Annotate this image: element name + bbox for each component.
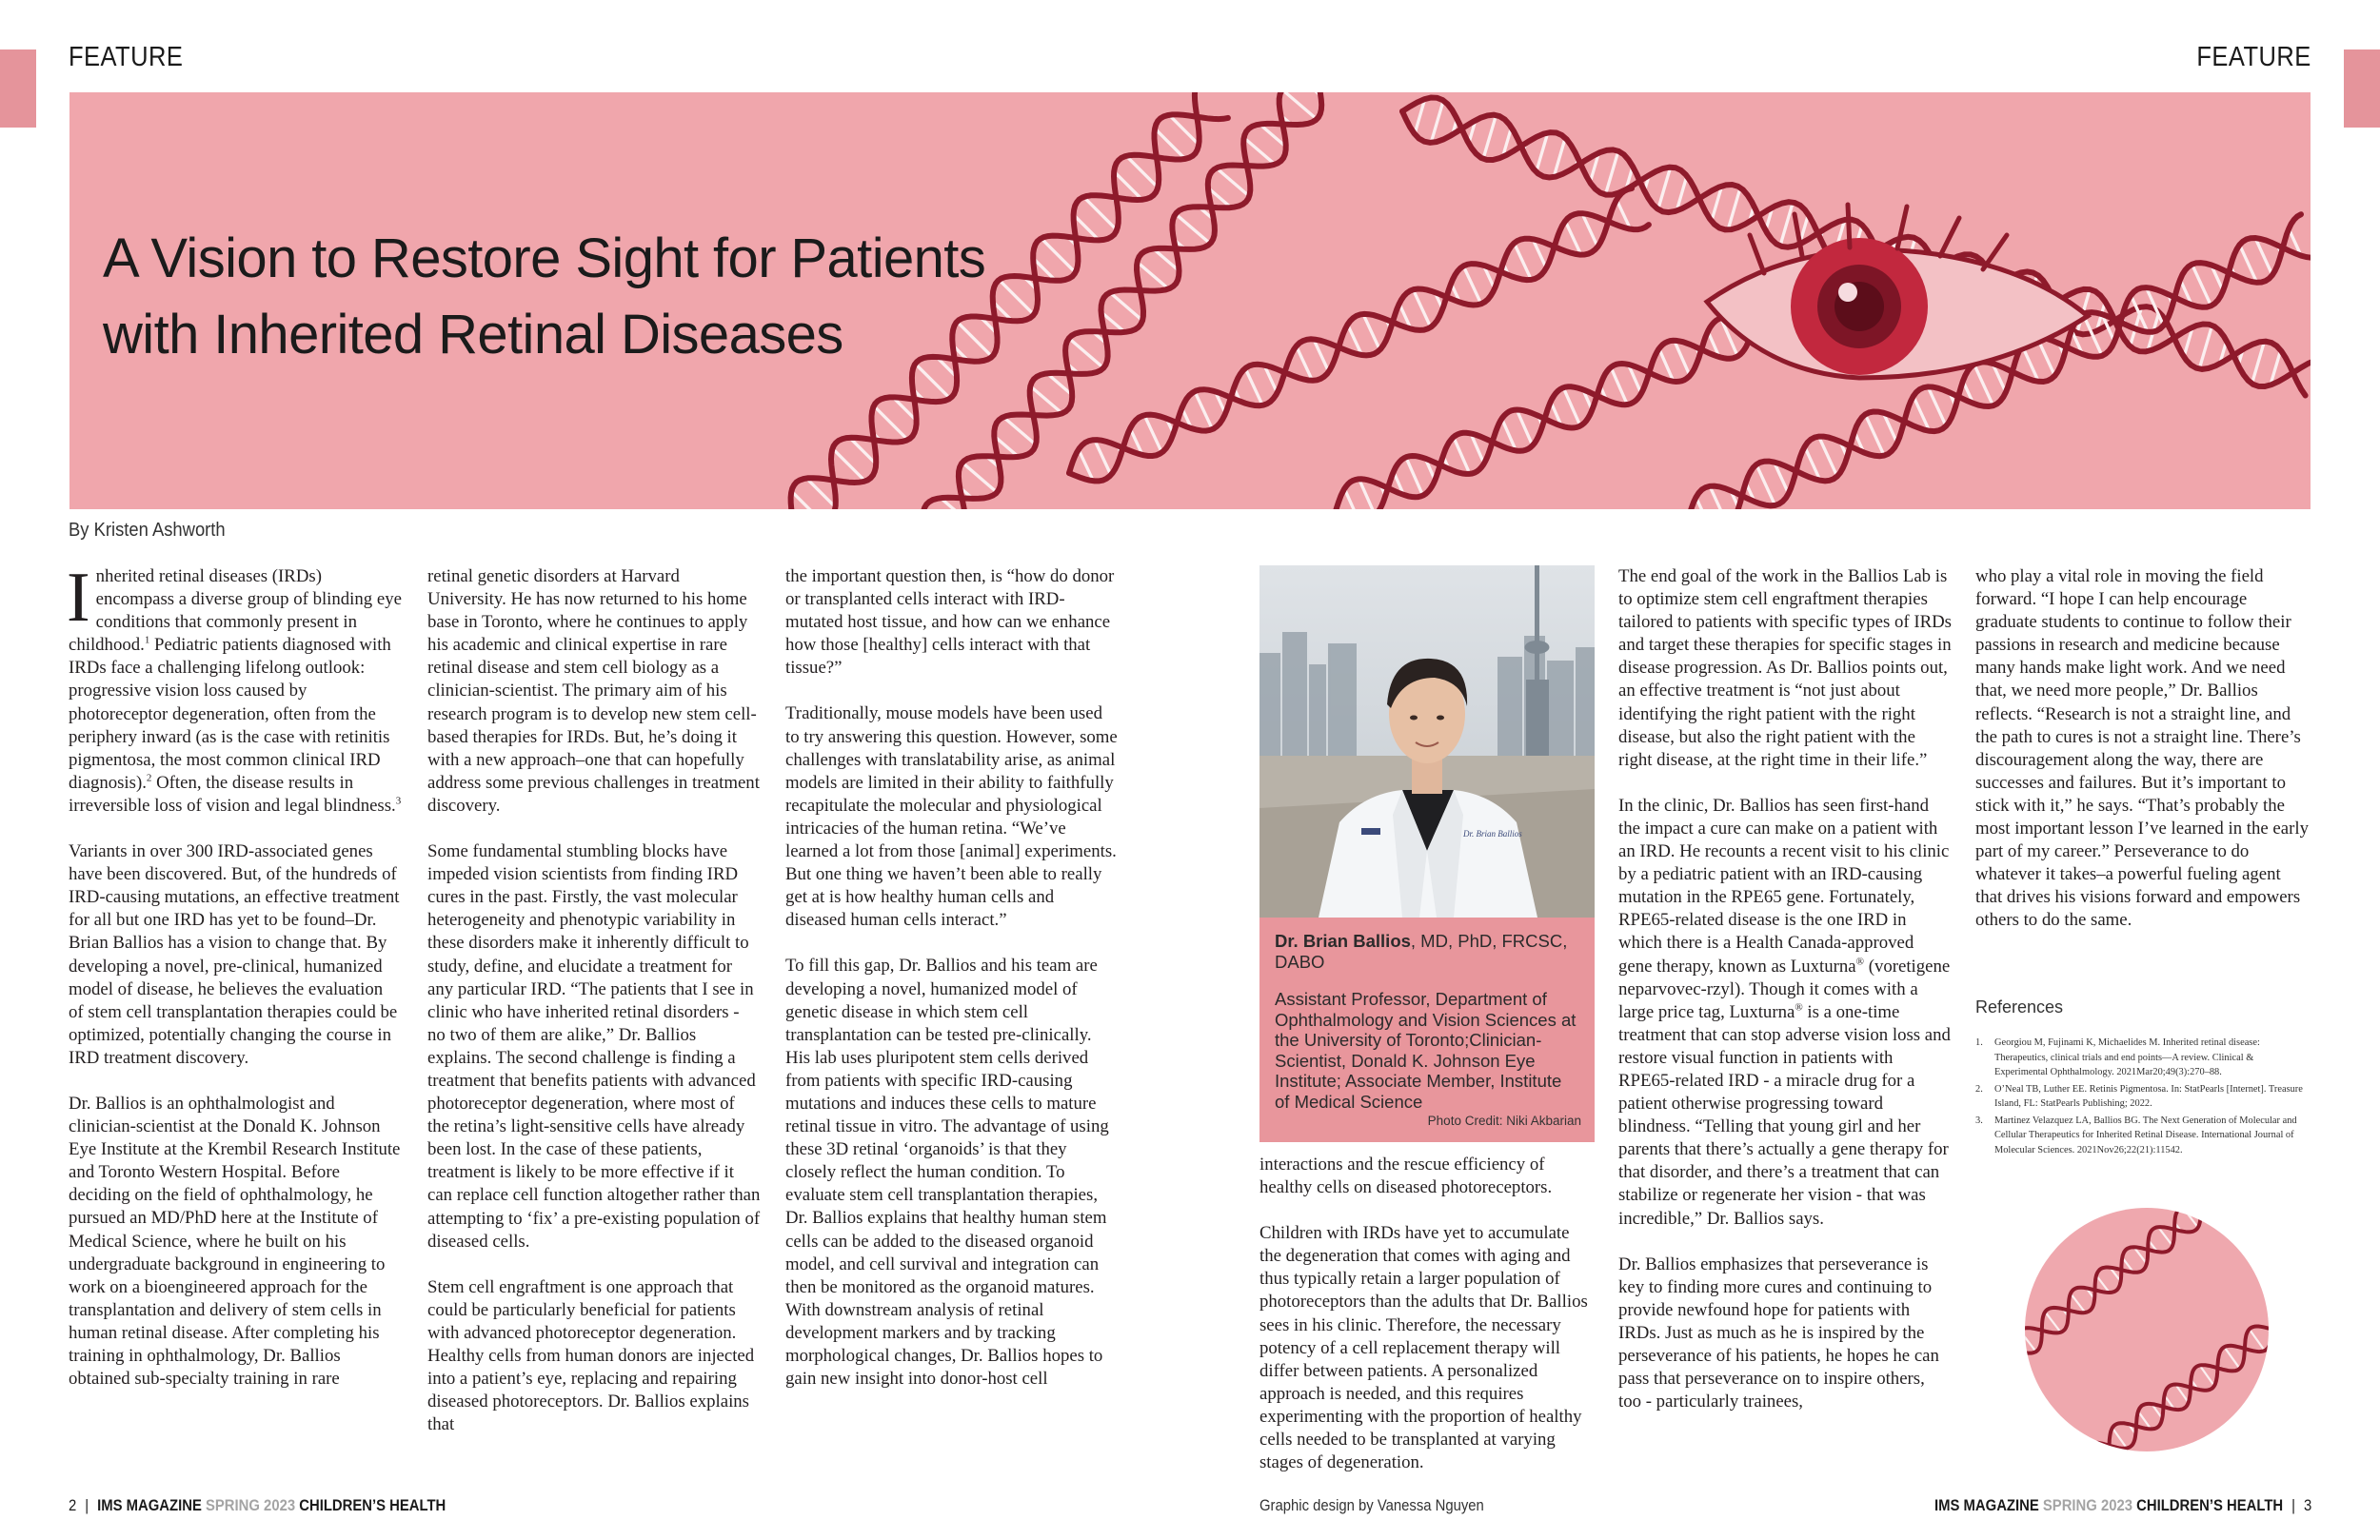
drop-cap: I: [67, 559, 90, 637]
coat-embroidery: Dr. Brian Ballios: [1463, 829, 1522, 839]
title-line-1: A Vision to Restore Sight for Patients: [103, 227, 986, 289]
paragraph: To fill this gap, Dr. Ballios and his team are developing a novel, humanized model of genetic disease in which stem cell transplantation can be tested pre-clinically. His lab uses pluripotent stem cells derived from patients with specific IRD-causing mutations and induces these cells to mature retinal tissue in vitro. The advantage of using these 3D retinal ‘organoids’ is that they closely reflect the human condition. To evaluate stem cell transplantation therapies, Dr. Ballios explains that healthy human stem cells can be added to the diseased organoid model, and cell survival and integration can then be monitored as the organoid matures. With downstream analysis of retinal development markers and by tracking morphological changes, Dr. Ballios hopes to gain new insight into donor-host cell: [785, 956, 1109, 1390]
reference-number: 2.: [1975, 1083, 1983, 1095]
dna-strand-icon: [2025, 1208, 2269, 1451]
page-tab-right: [2344, 49, 2380, 128]
graphic-design-credit: Graphic design by Vanessa Nguyen: [1259, 1497, 1484, 1514]
issue-season: SPRING 2023: [206, 1497, 296, 1514]
reference-text: Martinez Velazquez LA, Ballios BG. The Next Generation of Molecular and Cellular Therapeutics for Inherited Retinal Disease. International Journal of Molecular Sciences. 2021Nov26;22(21):11542.: [1994, 1115, 2297, 1155]
reference-number: 3.: [1975, 1115, 1983, 1126]
dna-strand-icon: [2082, 1313, 2269, 1452]
issue-topic: CHILDREN’S HEALTH: [299, 1497, 446, 1514]
magazine-name: IMS MAGAZINE: [97, 1497, 202, 1514]
dna-strand-icon: [2025, 1208, 2223, 1353]
reference-number: 1.: [1975, 1037, 1983, 1048]
references-heading: References: [1975, 997, 2064, 1017]
portrait-caption: [1259, 918, 1595, 1142]
paragraph: Children with IRDs have yet to accumulate the degeneration that comes with aging and thus typically retain a larger population of photoreceptors than the adults that Dr. Ballios sees in his clinic. Therefore, the necessary potency of a cell replacement therapy will differ between patients. A personalized approach is needed, and this requires experimenting with the proportion of healthy cells needed to be transplanted at varying stages of degeneration.: [1259, 1223, 1588, 1473]
byline: By Kristen Ashworth: [69, 520, 226, 541]
section-label-right: FEATURE: [2196, 42, 2311, 72]
paragraph: In the clinic, Dr. Ballios has seen first-hand the impact a cure can make on a patient with an IRD. He recounts a recent visit to his clinic by a pediatric patient with an IRD-causing mutation in the RPE65 gene. Fortunately, RPE65-related disease is the one IRD in which there is a Health Canada-approved gene therapy, known as Luxturna® (voretigene neparvovec-rzyl). Though it comes with a large price tag, Luxturna® is a one-time treatment that can stop adverse vision loss and restore visual function in patients with RPE65-related IRD - a miracle drug for a patient otherwise progressing toward blindness. “Telling that young girl and her parents that there’s actually a gene therapy for that disorder, and there’s a treatment that can stabilize or regenerate her vision - that was incredible,” Dr. Ballios says.: [1618, 795, 1951, 1229]
paragraph: retinal genetic disorders at Harvard University. He has now returned to his home base in Toronto, where he continues to apply his academic and clinical expertise in rare retinal disease and stem cell biology as a clinician-scientist. The primary aim of his research program is to develop new stem cell-based therapies for IRDs. But, he’s doing it with a new approach–one that can hopefully address some previous challenges in treatment discovery.: [427, 566, 760, 816]
paragraph: Dr. Ballios emphasizes that perseverance is key to finding more cures and continuing to provide newfound hope for patients with IRDs. Just as much as he is inspired by the perseverance of his patients, he hopes he can pass that perseverance on to inspire others, too - particularly trainees,: [1618, 1254, 1939, 1412]
reference-item: [1975, 1082, 2309, 1112]
article-column-1: [67, 559, 402, 1391]
article-column-2: [427, 565, 761, 1436]
paragraph: The end goal of the work in the Ballios Lab is to optimize stem cell engraftment therapies tailored to patients with specific types of IRDs and target these therapies for specific stages in disease progression. As Dr. Ballios points out, an effective treatment is “not just about identifying the right patient with the right disease, but also the right patient with the right disease, at the right time in their life.”: [1618, 566, 1952, 770]
article-column-3: [785, 565, 1119, 1391]
reference-text: O’Neal TB, Luther EE. Retinis Pigmentosa. In: StatPearls [Internet]. Treasure Island, FL: StatPearls Publishing; 2022.: [1994, 1083, 2303, 1109]
caption-role: Assistant Professor, Department of Ophthalmology and Vision Sciences at the University of Toronto;Clinician-Scientist, Donald K. Johnson Eye Institute; Associate Member, Institute of Medical Science: [1275, 989, 1577, 1112]
page-tab-left: [0, 49, 36, 128]
dna-circle-graphic: [2025, 1208, 2269, 1451]
paragraph: who play a vital role in moving the field forward. “I hope I can help encourage graduate students to continue to follow their passions in research and medicine because many hands make light work. And we need that, we need more people,” Dr. Ballios reflects. “Research is not a straight line, and the path to cures is not a straight line. There’s discouragement along the way, there are successes and failures. But it’s important to stick with it,” he says. “That’s probably the most important lesson I’ve learned in the early part of my career.” Perseverance to do whatever it takes–a powerful fueling agent that drives his visions forward and empowers others to do the same.: [1975, 566, 2309, 931]
section-label-left: FEATURE: [69, 42, 184, 72]
page-number-left: 2: [69, 1497, 77, 1514]
paragraph: Some fundamental stumbling blocks have impeded vision scientists from finding IRD cures in the past. Firstly, the vast molecular heterogeneity and phenotypic variability in these disorders make it inherently difficult to study, define, and elucidate a treatment for any particular IRD. “The patients that I see in clinic who have inherited retinal disorders - no two of them are alike,” Dr. Ballios explains. The second challenge is finding a treatment that benefits patients with advanced photoreceptor degeneration, where most of the retina’s light-sensitive cells have already been lost. In the case of these patients, treatment is likely to be more effective if it can replace cell function altogether rather than attempting to ‘fix’ a pre-existing population of diseased cells.: [427, 841, 761, 1252]
dna-strand-icon: [1336, 318, 1749, 510]
portrait-illustration: [1259, 565, 1595, 918]
footer-right: IMS MAGAZINE SPRING 2023 CHILDREN’S HEALTH | 3: [1934, 1497, 2311, 1514]
paragraph: Traditionally, mouse models have been used to try answering this question. However, some challenges with translatability arise, as animal models are limited in their ability to faithfully recapitulate the molecular and physiological intricacies of the human retina. “We’ve learned a lot from those [animal] experiments. But one thing we haven’t been able to really get at is how healthy human cells and diseased human cells interact.”: [785, 703, 1118, 931]
dna-strand-icon: [1069, 188, 1649, 482]
page-number-right: 3: [2303, 1497, 2311, 1514]
paragraph: Stem cell engraftment is one approach that could be particularly beneficial for patients with advanced photoreceptor degeneration. Healthy cells from human donors are injected into a patient’s eye, replacing and repairing diseased photoreceptors. Dr. Ballios explains that: [427, 1276, 755, 1435]
caption-heading: [1275, 931, 1579, 972]
caption-credentials: , MD, PhD, FRCSC, DABO: [1275, 931, 1568, 972]
article-column-6: [1975, 565, 2309, 933]
paragraph: interactions and the rescue efficiency of healthy cells on diseased photoreceptors.: [1259, 1155, 1553, 1198]
issue-topic: CHILDREN’S HEALTH: [2135, 1497, 2283, 1514]
photo-credit: Photo Credit: Niki Akbarian: [1427, 1113, 1581, 1128]
reference-item: [1975, 1114, 2309, 1158]
paragraph: [67, 559, 402, 818]
footer-left: 2 | IMS MAGAZINE SPRING 2023 CHILDREN’S HEALTH: [69, 1497, 446, 1514]
issue-season: SPRING 2023: [2042, 1497, 2132, 1514]
references-list: [1975, 1036, 2309, 1159]
title-line-2: with Inherited Retinal Diseases: [103, 304, 843, 365]
article-title: [103, 221, 985, 373]
portrait-photo: [1259, 565, 1595, 918]
reference-text: Georgiou M, Fujinami K, Michaelides M. Inherited retinal disease: Therapeutics, clinical trials and end points—A review. Clinical & Experimental Ophthalmology. 2021Mar20;49(3):270–88.: [1994, 1037, 2260, 1077]
paragraph: Dr. Ballios is an ophthalmologist and clinician-scientist at the Donald K. Johnson Eye Institute at the Krembil Research Institute and Toronto Western Hospital. Before deciding on the field of ophthalmology, he pursued an MD/PhD here at the Institute of Medical Science, where he built on his undergraduate background in engineering to work on a bioengineered approach for the transplantation and delivery of stem cells in human retinal disease. After completing his training in ophthalmology, Dr. Ballios obtained sub-specialty training in rare: [69, 1093, 401, 1390]
article-column-5: [1618, 565, 1952, 1413]
caption-name: Dr. Brian Ballios: [1275, 931, 1411, 951]
paragraph: the important question then, is “how do donor or transplanted cells interact with IRD-mutated host tissue, and how can we enhance how those [healthy] cells interact with that tissue?”: [785, 566, 1115, 679]
magazine-name: IMS MAGAZINE: [1934, 1497, 2039, 1514]
reference-item: [1975, 1036, 2309, 1080]
paragraph: Variants in over 300 IRD-associated genes have been discovered. But, of the hundreds of IRD-causing mutations, an effective treatment for all but one IRD has yet to be found–Dr. Brian Ballios has a vision to change that. By developing a novel, pre-clinical, humanized model of disease, he believes the evaluation of stem cell transplantation therapies could be optimized, potentially changing the course in IRD treatment discovery.: [69, 841, 400, 1068]
article-column-4: [1259, 1154, 1593, 1474]
paragraph-text: nherited retinal diseases (IRDs) encompass a diverse group of blinding eye conditions that commonly present in childhood.$^1$ Pediatric patients diagnosed with IRDs face a challenging lifelong outlook: progressive vision loss caused by photoreceptor degeneration, often from the periphery inward (as is the case with retinitis pigmentosa, the most common clinical IRD diagnosis).$^2$ Often, the disease results in irreversible loss of vision and legal blindness.$^3$: [69, 566, 402, 816]
